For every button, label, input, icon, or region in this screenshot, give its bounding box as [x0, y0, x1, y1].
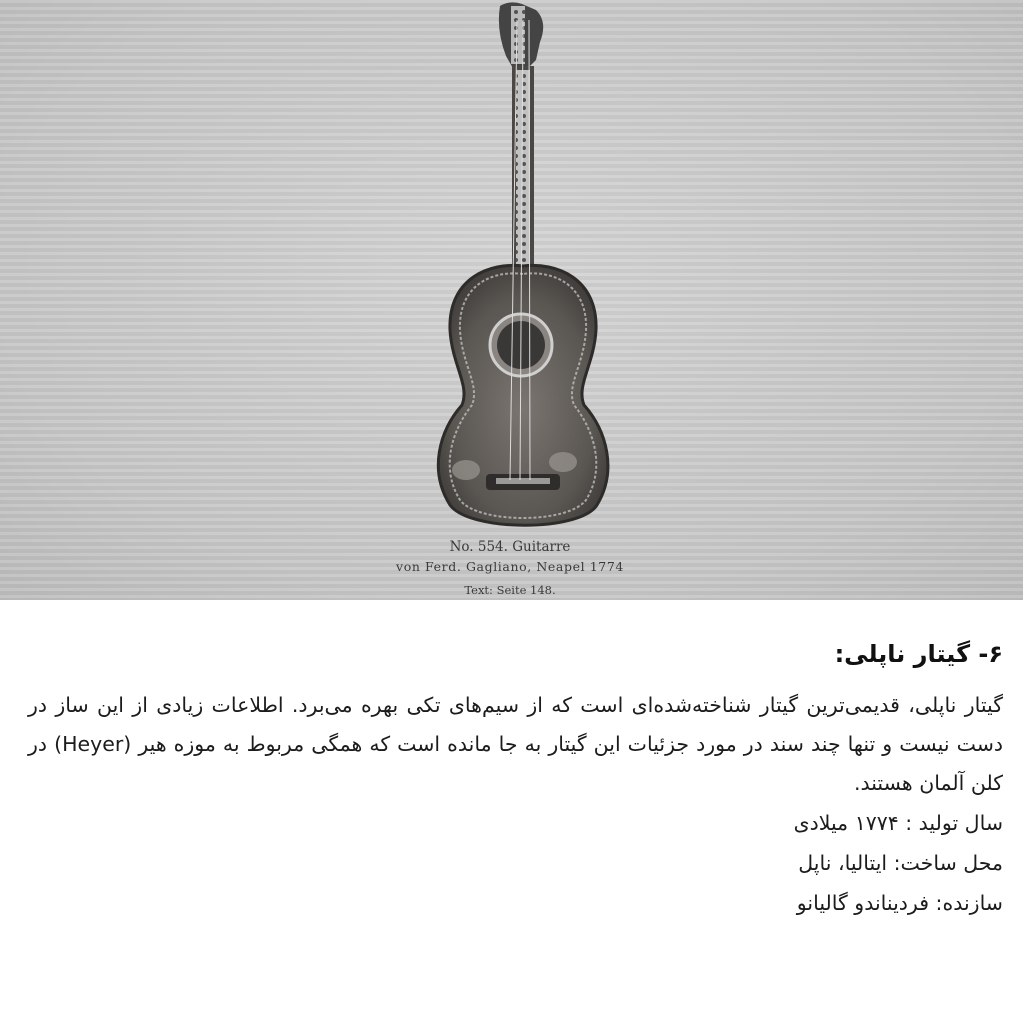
article [28, 640, 1003, 923]
fact-production-year: سال تولید : ۱۷۷۴ میلادی [793, 811, 1003, 835]
figure-caption-maker: von Ferd. Gagliano, Neapel 1774 [396, 559, 624, 574]
figure-caption-title: No. 554. Guitarre [449, 539, 571, 555]
section-heading: ۶- گیتار ناپلی: [834, 640, 1003, 668]
fact-place-of-make: محل ساخت: ایتالیا، ناپل [798, 851, 1003, 875]
description-paragraph: گیتار ناپلی، قدیمی‌ترین گیتار شناخته‌شده‌ای است که از سیم‌های تکی بهره می‌برد. اطلاعات زیادی از این ساز در دست نیست و تنها چند سند در مورد جزئیات این گیتار به جا مانده است که همگی مربوط به موزه هیر (Heyer) در کلن آلمان هستند. [28, 693, 1004, 795]
fact-maker: سازنده: فردیناندو گالیانو [796, 891, 1003, 915]
figure-caption-reference: Text: Seite 148. [464, 583, 556, 597]
